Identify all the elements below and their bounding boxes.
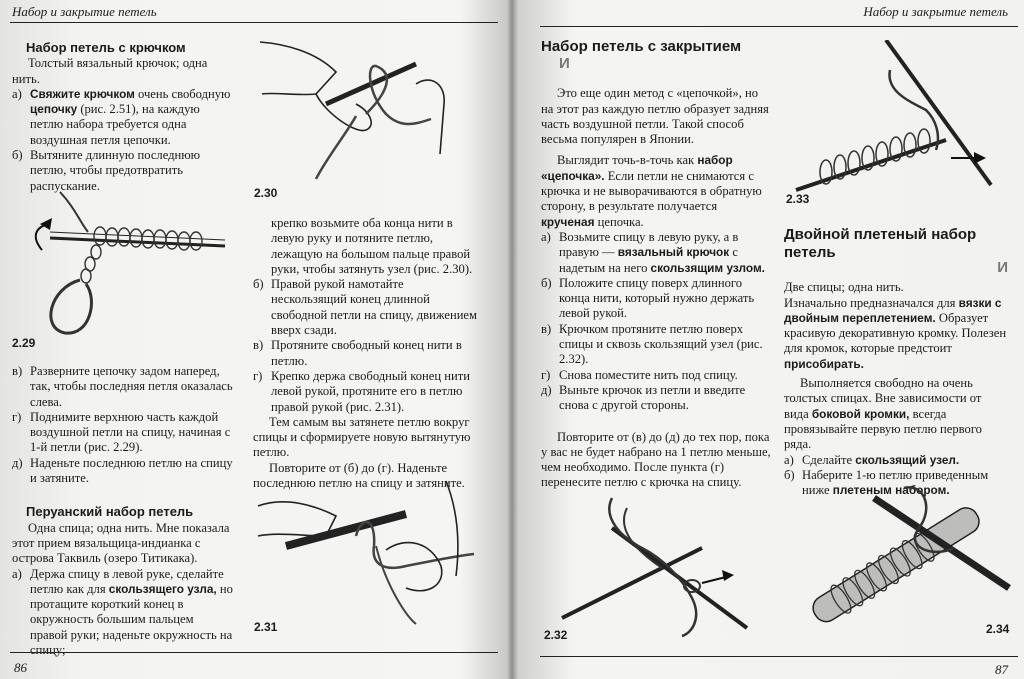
technique-paragraph: Выполняется свободно на очень толстых спицах. Вне зависимости от вида боковой кромки, всегда провязывайте первую петлю первого ряда. xyxy=(784,376,982,452)
header-rule xyxy=(10,22,498,23)
section-heading: Двойной плетеный набор петель xyxy=(784,226,977,261)
section-heading: Набор петель с закрытием xyxy=(541,38,742,55)
figure-2-33-label: 2.33 xyxy=(786,192,810,206)
peruvian-result: Тем самым вы затянете петлю вокруг спицы и сформируете новую вытянутую петлю. xyxy=(253,414,471,460)
step-b: б) Наберите 1-ю петлю приведенным ниже плетеным набором. xyxy=(784,467,989,498)
peruvian-step-g: г) Крепко держа свободный конец нити левой рукой, протяните его в петлю правой рукой (рис. 2.31). xyxy=(253,368,470,414)
materials: Две спицы; одна нить. xyxy=(784,280,904,295)
step-v: в) Разверните цепочку задом наперед, так, чтобы последняя петля оказалась слева. xyxy=(12,364,233,409)
loop xyxy=(51,280,92,333)
peruvian-intro: Одна спица; одна нить. Мне показала этот прием вязальщица-индианка с острова Таквиль (озеро Титикака). xyxy=(12,520,230,566)
step-b: б) Положите спицу поверх длинного конца нити, который нужно держать левой рукой. xyxy=(541,275,755,321)
footer-rule xyxy=(10,652,498,653)
section-heading-peruvian: Перуанский набор петель xyxy=(26,504,194,520)
peruvian-step-a: а) Держа спицу в левой руке, сделайте петлю как для скользящего узла, но протащите короткий конец в окружность большим пальцем правой руки; наденьте окружность на спицу; xyxy=(12,566,233,658)
knitting-needle xyxy=(562,548,702,618)
hand-left xyxy=(260,42,336,95)
step-g: г) Поднимите верхнюю часть каждой воздушной петли на спицу, начиная с 1-й петли (рис. 2.29). xyxy=(12,409,231,455)
figure-2-31-label: 2.31 xyxy=(254,620,278,634)
section-heading: Набор петель с крючком xyxy=(26,40,186,55)
step-a: а) Сделайте скользящий узел. xyxy=(784,452,960,467)
purpose-paragraph: Изначально предназначался для вязки с двойным переплетением. Образует красивую декоративную кромку. Полезен для кромок, которые предстоит присобирать. xyxy=(784,295,1007,371)
peruvian-step-b: б) Правой рукой намотайте нескользящий конец длинной свободной петли на спицу, движением вверх сзади. xyxy=(253,277,477,338)
step-g: г) Снова поместите нить под спицу. xyxy=(541,367,738,382)
header-rule xyxy=(540,26,1018,27)
figure-2-32-illustration xyxy=(552,488,772,638)
right-page xyxy=(514,0,1024,679)
figure-2-29-illustration xyxy=(20,188,230,338)
figure-2-30-label: 2.30 xyxy=(254,186,278,200)
running-head-left: Набор и закрытие петель xyxy=(12,4,157,19)
figure-2-29-label: 2.29 xyxy=(12,336,36,350)
yarn xyxy=(366,66,431,124)
yarn xyxy=(889,70,937,150)
figure-2-34-label: 2.34 xyxy=(986,622,1010,636)
page-number-left: 86 xyxy=(14,660,27,675)
figure-2-33-illustration xyxy=(786,40,1004,200)
difficulty-level-icon: И xyxy=(559,55,570,72)
running-head-right: Набор и закрытие петель xyxy=(863,4,1008,19)
hand-right xyxy=(416,80,444,154)
yarn xyxy=(609,498,696,636)
peruvian-repeat: Повторите от (б) до (г). Наденьте последнюю петлю на спицу и затяните. xyxy=(253,460,465,491)
figure-2-34-illustration xyxy=(804,478,1016,638)
needle xyxy=(286,514,406,546)
step-d: д) Наденьте последнюю петлю на спицу и затяните. xyxy=(12,455,233,486)
peruvian-continued xyxy=(253,216,477,491)
arrow xyxy=(40,218,52,230)
step-v: в) Крючком протяните петлю поверх спицы и сквозь скользящий узел (рис. 2.32). xyxy=(541,321,763,367)
left-page xyxy=(0,0,510,679)
footer-rule xyxy=(540,656,1018,657)
materials: Толстый вязальный крючок; одна нить. xyxy=(12,56,208,86)
yarn xyxy=(356,522,474,568)
chain-paragraph: Выглядит точь-в-точь как набор «цепочка». Если петли не снимаются с крючка и не выворачиваются в обратную сторону, в результате получается крученая цепочка. xyxy=(541,153,762,229)
section-heading-row xyxy=(784,226,1008,262)
difficulty-level-icon: И xyxy=(997,259,1008,276)
step-d: д) Выньте крючок из петли и введите снова с другой стороны. xyxy=(541,382,746,413)
section-double-twisted-cast-on xyxy=(784,226,1008,498)
arrow xyxy=(722,570,734,581)
figure-2-31-illustration xyxy=(256,476,476,626)
step-a-cont: крепко возьмите оба конца нити в левую руку и потяните петлю, лежащую на большом пальце правой руки, чтобы затянуть узел (рис. 2.30). xyxy=(271,216,473,276)
step-b: б) Вытяните длинную последнюю петлю, чтобы предотвратить распускание. xyxy=(12,148,201,193)
page-number-right: 87 xyxy=(995,662,1008,677)
peruvian-step-v: в) Протяните свободный конец нити в петлю. xyxy=(253,338,462,368)
figure-2-30-illustration xyxy=(256,34,466,184)
needle xyxy=(809,503,984,626)
section-heading-row xyxy=(541,38,771,72)
section-crochet-cast-on xyxy=(12,40,234,194)
hand-left xyxy=(258,502,336,536)
intro-paragraph: Это еще один метод с «цепочкой», но на этот раз каждую петлю образует задняя часть воздушной петли. Такой способ весьма популярен в Японии. xyxy=(541,86,769,147)
figure-2-32-label: 2.32 xyxy=(544,628,568,642)
chain-stitches xyxy=(81,227,202,283)
stitches xyxy=(820,129,930,184)
section-crochet-cast-on-cont xyxy=(12,364,234,658)
repeat-paragraph: Повторите от (в) до (д) до тех пор, пока у вас не будет набрано на 1 петлю меньше, чем необходимо. После пункта (г) перенесите петлю с крючка на спицу. xyxy=(541,429,771,490)
step-a: а) Возьмите спицу в левую руку, а в правую — вязальный крючок с надетым на него скользящим узлом. xyxy=(541,229,765,275)
step-a: а) Свяжите крючком очень свободную цепочку (рис. 2.51), на каждую петлю набора требуется одна воздушная петля цепочки. xyxy=(12,86,231,147)
arrow xyxy=(974,152,986,164)
section-cast-on-with-bind xyxy=(541,38,771,491)
